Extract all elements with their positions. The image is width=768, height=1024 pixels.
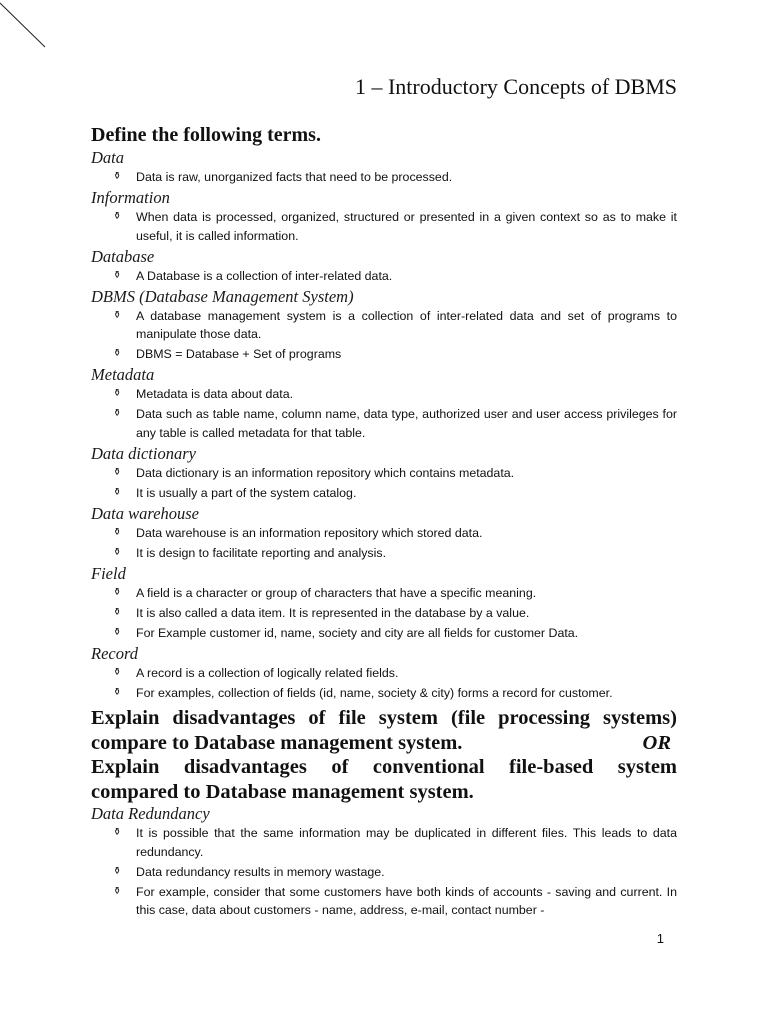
bullet-text: It is usually a part of the system catalog. <box>136 485 357 500</box>
bullet-point <box>91 604 677 623</box>
bullet-text: Data is raw, unorganized facts that need to be processed. <box>136 170 453 184</box>
corner-fold-line <box>0 0 50 50</box>
bullet-point <box>91 524 677 543</box>
bullet-text: Data dictionary is an information repository which contains metadata. <box>136 465 515 480</box>
bullet-point <box>91 863 677 882</box>
bullet-text: Data such as table name, column name, data type, authorized user and user access privileges for any table is called metadata for that table. <box>136 407 677 440</box>
bullet-text: Metadata is data about data. <box>136 387 294 401</box>
bullet-icon: ⚱ <box>113 211 122 222</box>
term-points <box>91 524 677 563</box>
heading-line-3: Explain disadvantages of conventional file-based system <box>91 756 677 778</box>
section-heading-disadvantages <box>91 706 677 804</box>
bullet-icon: ⚱ <box>113 606 122 618</box>
bullet-text: DBMS = Database + Set of programs <box>136 347 342 361</box>
bullet-icon: ⚱ <box>113 408 122 419</box>
term-points <box>91 208 677 245</box>
bullet-text: For example, consider that some customers have both kinds of accounts - saving and current. In this case, data about customers - name, address, e-mail, contact number - <box>136 884 677 917</box>
bullet-icon: ⚱ <box>113 686 122 698</box>
bullet-point <box>91 824 677 861</box>
bullet-point <box>91 168 677 187</box>
term-heading: Record <box>91 643 139 663</box>
bullet-text: A record is a collection of logically related fields. <box>136 665 399 680</box>
bullet-point <box>91 624 677 643</box>
chapter-title: 1 – Introductory Concepts of DBMS <box>354 74 677 99</box>
or-label: OR <box>642 731 671 754</box>
bullet-icon: ⚱ <box>113 546 122 558</box>
bullet-icon: ⚱ <box>113 865 122 877</box>
bullet-text: It is possible that the same information may be duplicated in different files. This leads to data redundancy. <box>136 826 677 859</box>
page-number: 1 <box>656 931 664 946</box>
bullet-icon: ⚱ <box>113 626 122 638</box>
bullet-text: When data is processed, organized, structured or presented in a given context so as to make it useful, it is called information. <box>136 210 677 243</box>
term-heading: Data dictionary <box>91 443 196 463</box>
term-points <box>91 168 677 187</box>
term-points <box>91 307 677 364</box>
bullet-point <box>91 208 677 245</box>
term-heading: Data warehouse <box>91 503 200 523</box>
bullet-icon: ⚱ <box>113 171 122 182</box>
bullet-icon: ⚱ <box>113 388 122 399</box>
bullet-text: It is also called a data item. It is represented in the database by a value. <box>136 605 530 620</box>
term-points <box>91 584 677 643</box>
bullet-point <box>91 345 677 364</box>
bullet-icon: ⚱ <box>113 666 122 678</box>
bullet-icon: ⚱ <box>113 348 122 359</box>
bullet-text: Data warehouse is an information repository which stored data. <box>136 525 483 540</box>
heading-line-2 <box>91 731 677 756</box>
term-points <box>91 385 677 442</box>
bullet-point <box>91 385 677 404</box>
bullet-icon: ⚱ <box>113 526 122 538</box>
bullet-icon: ⚱ <box>113 486 122 498</box>
data-redundancy-points <box>91 824 677 920</box>
bullet-icon: ⚱ <box>113 309 122 321</box>
bullet-icon: ⚱ <box>113 466 122 478</box>
bullet-text: For Example customer id, name, society and city are all fields for customer Data. <box>136 625 579 640</box>
bullet-text: A Database is a collection of inter-related data. <box>136 268 393 283</box>
section-heading-define-terms: Define the following terms. <box>91 124 321 146</box>
bullet-icon: ⚱ <box>113 885 122 897</box>
bullet-text: A database management system is a collection of inter-related data and set of programs to manipulate those data. <box>136 308 677 341</box>
term-data-redundancy: Data Redundancy <box>91 804 210 823</box>
bullet-point <box>91 267 677 286</box>
terms-list <box>91 148 677 702</box>
bullet-text: Data redundancy results in memory wastage. <box>136 864 385 879</box>
bullet-point <box>91 464 677 483</box>
bullet-icon: ⚱ <box>113 827 122 838</box>
term-heading: Database <box>91 246 155 266</box>
bullet-point <box>91 883 677 920</box>
bullet-point <box>91 664 677 683</box>
term-heading: Field <box>91 563 126 583</box>
bullet-point <box>91 584 677 603</box>
term-heading: Data <box>91 148 124 167</box>
bullet-point <box>91 684 677 703</box>
heading-line-1: Explain disadvantages of file system (file processing systems) <box>91 707 677 729</box>
heading-line-4: compared to Database management system. <box>91 780 474 803</box>
bullet-text: A field is a character or group of characters that have a specific meaning. <box>136 585 537 600</box>
bullet-point <box>91 307 677 344</box>
term-heading: Metadata <box>91 365 155 384</box>
bullet-point <box>91 544 677 563</box>
bullet-text: For examples, collection of fields (id, name, society & city) forms a record for customer. <box>136 685 613 700</box>
bullet-text: It is design to facilitate reporting and analysis. <box>136 545 387 560</box>
term-points <box>91 267 677 286</box>
heading-line-2-text: compare to Database management system. <box>91 731 463 754</box>
document-body <box>91 122 677 921</box>
term-heading: DBMS (Database Management System) <box>91 286 354 306</box>
bullet-icon: ⚱ <box>113 586 122 598</box>
term-points <box>91 464 677 503</box>
term-heading: Information <box>91 188 170 207</box>
bullet-point <box>91 405 677 442</box>
bullet-icon: ⚱ <box>113 269 122 281</box>
bullet-point <box>91 484 677 503</box>
term-points <box>91 664 677 703</box>
